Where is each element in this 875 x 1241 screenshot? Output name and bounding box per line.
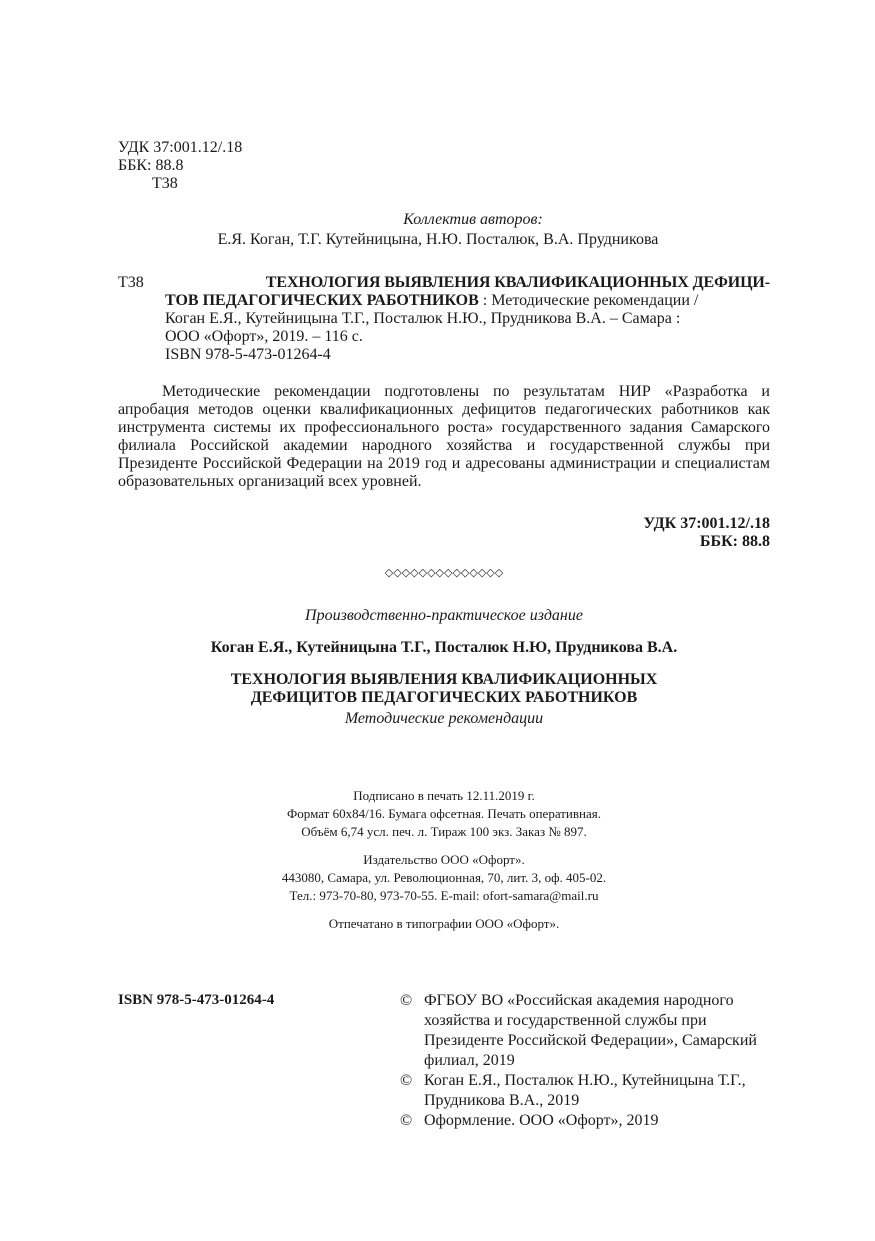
catalog-authors-line: Коган Е.Я., Кутейницына Т.Г., Посталюк Н.Ю., Прудникова В.А. – Самара : (165, 310, 681, 327)
catalog-type: : Методические рекомендации / (478, 292, 699, 309)
publisher-name: Издательство ООО «Офорт». (363, 852, 525, 867)
catalog-title-line2: ТОВ ПЕДАГОГИЧЕСКИХ РАБОТНИКОВ (165, 292, 479, 309)
authors-label: Коллектив авторов: (403, 211, 543, 228)
copyright-icon: © (400, 1072, 413, 1089)
catalog-title-line1: ТЕХНОЛОГИЯ ВЫЯВЛЕНИЯ КВАЛИФИКАЦИОННЫХ ДЕФИЦИ- (265, 274, 770, 291)
copyright-text: ФГБОУ ВО «Российская академия народного хозяйства и государственной службы при Президенте Российской Федерации», Самарский филиал, 2019 (424, 992, 757, 1069)
abstract: Методические рекомендации подготовлены по результатам НИР «Разработка и апробация методов оценки квалификационных дефицитов педагогических работников как инструмента системы их профессионального роста» государственного задания Самарского филиала Российской академии народного хозяйства и государственной службы при Президенте Российской Федерации на 2019 год и адресованы администрации и специалистам образовательных организаций всех уровней. (118, 383, 770, 490)
copyright-item (400, 991, 770, 1071)
udk-code: УДК 37:001.12/.18 (118, 139, 243, 156)
catalog-title-line2-wrap (165, 292, 770, 310)
catalog-isbn: ISBN 978-5-473-01264-4 (165, 346, 331, 363)
printed-by: Отпечатано в типографии ООО «Офорт». (328, 916, 560, 931)
catalog-entry (165, 274, 770, 364)
copyright-icon: © (400, 992, 413, 1009)
format-info: Формат 60x84/16. Бумага офсетная. Печать оперативная. (287, 806, 601, 821)
copyright-item (400, 1071, 770, 1111)
ornament-divider: ◇◇◇◇◇◇◇◇◇◇◇◇◇◇ (384, 567, 504, 579)
catalog-code: Т38 (118, 274, 144, 291)
bbk-code-right: ББК: 88.8 (699, 533, 770, 550)
header-codes (118, 139, 242, 193)
signed-date: Подписано в печать 12.11.2019 г. (353, 788, 535, 803)
imprint-title-line1: ТЕХНОЛОГИЯ ВЫЯВЛЕНИЯ КВАЛИФИКАЦИОННЫХ (230, 671, 658, 688)
copyright-text: Коган Е.Я., Посталюк Н.Ю., Кутейницына Т.Г., Прудникова В.А., 2019 (424, 1072, 746, 1109)
isbn-bottom: ISBN 978-5-473-01264-4 (118, 992, 275, 1008)
copyright-icon: © (400, 1112, 413, 1129)
authors-names: Е.Я. Коган, Т.Г. Кутейницына, Н.Ю. Посталюк, В.А. Прудникова (217, 231, 659, 248)
publisher-contacts: Тел.: 973-70-80, 973-70-55. E-mail: ofort-samara@mail.ru (289, 888, 599, 903)
author-mark: Т38 (152, 175, 178, 192)
print-info (118, 787, 770, 933)
classification-codes (520, 515, 770, 551)
bbk-code: ББК: 88.8 (118, 157, 184, 174)
imprint-authors: Коган Е.Я., Кутейницына Т.Г., Посталюк Н.Ю, Прудникова В.А. (210, 639, 678, 656)
copyright-text: Оформление. ООО «Офорт», 2019 (424, 1112, 659, 1129)
udk-code-right: УДК 37:001.12/.18 (643, 515, 770, 532)
edition-type: Производственно-практическое издание (305, 607, 583, 624)
copyrights-list (400, 991, 770, 1131)
publisher-address: 443080, Самара, ул. Революционная, 70, лит. 3, оф. 405-02. (281, 870, 607, 885)
catalog-publisher-line: ООО «Офорт», 2019. – 116 с. (165, 328, 363, 345)
imprint-block (118, 607, 770, 728)
volume-info: Объём 6,74 усл. печ. л. Тираж 100 экз. Заказ № 897. (301, 824, 587, 839)
imprint-subtitle: Методические рекомендации (344, 710, 544, 727)
copyright-item (400, 1111, 770, 1131)
imprint-title-line2: ДЕФИЦИТОВ ПЕДАГОГИЧЕСКИХ РАБОТНИКОВ (250, 689, 638, 706)
authors-collective (118, 211, 758, 249)
